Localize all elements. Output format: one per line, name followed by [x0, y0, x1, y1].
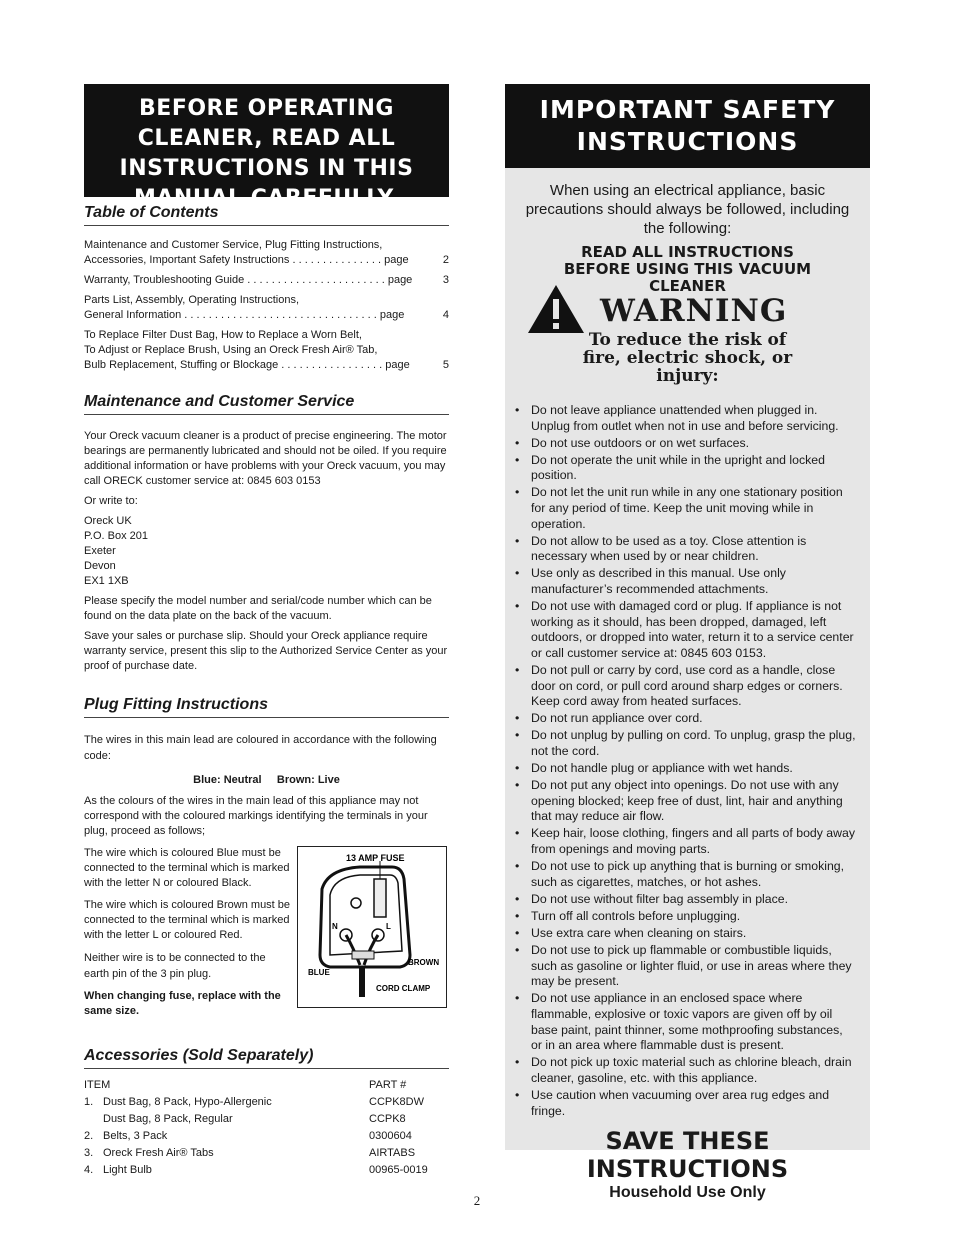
toc-entry	[84, 273, 449, 288]
accessory-item: Oreck Fresh Air® Tabs	[103, 1147, 214, 1159]
safety-banner: IMPORTANT SAFETY INSTRUCTIONS	[505, 84, 870, 168]
toc-entry	[84, 238, 449, 268]
safety-rule: • Do not use appliance in an enclosed space where flammable, explosive or toxic vapors are given off by oil base paint, paint thinner, some mothproofing substances, or in an area where flammable dust is present.	[531, 991, 856, 1053]
safety-rule: • Do not leave appliance unattended when plugged in. Unplug from outlet when not in use and before servicing.	[531, 403, 856, 434]
plug-paragraph-5: Neither wire is to be connected to the earth pin of the 3 pin plug.	[84, 952, 266, 980]
safety-intro: When using an electrical appliance, basic precautions should always be followed, including the following:	[525, 182, 850, 237]
toc-entry-line: To Replace Filter Dust Bag, How to Replace a Worn Belt,	[84, 329, 362, 341]
safety-rule: • Do not use without filter bag assembly in place.	[531, 892, 856, 908]
toc-entry-line: Accessories, Important Safety Instructions . . . . . . . . . . . . . . . page	[84, 254, 409, 266]
toc-page-number: 3	[442, 274, 449, 286]
safety-rule: • Do not run appliance over cord.	[531, 711, 856, 727]
neutral-terminal-label: N	[332, 922, 338, 931]
maintenance-paragraph-4: Save your sales or purchase slip. Should your Oreck appliance require warranty service, present this slip to the Authorized Service Center as your proof of purchase date.	[84, 630, 448, 672]
toc-page-number: 5	[442, 359, 449, 371]
address-line: Exeter	[84, 545, 116, 557]
accessories-title: Accessories (Sold Separately)	[84, 1047, 449, 1069]
mailing-address	[84, 514, 449, 589]
accessory-item: Light Bulb	[103, 1164, 152, 1176]
safety-rules-list	[505, 403, 870, 1119]
safety-rule: • Do not use to pick up anything that is burning or smoking, such as cigarettes, matches, or hot ashes.	[531, 859, 856, 890]
address-line: Devon	[84, 560, 116, 572]
page-number: 2	[473, 1193, 481, 1208]
safety-rule: • Use caution when vacuuming over area rug edges and fringe.	[531, 1088, 856, 1119]
accessory-part-number: CCPK8	[369, 1113, 406, 1125]
safety-rule: • Do not let the unit run while in any one stationary position for any period of time. Keep the unit moving while in operation.	[531, 485, 856, 532]
accessory-row	[84, 1111, 449, 1128]
household-use-label: Household Use Only	[609, 1184, 766, 1202]
accessory-row	[84, 1128, 449, 1145]
read-all-heading: READ ALL INSTRUCTIONS BEFORE USING THIS VACUUM CLEANER	[563, 243, 812, 295]
plug-paragraph-4: The wire which is coloured Brown must be connected to the terminal which is marked with the letter L or coloured Red.	[84, 899, 291, 941]
blue-wire-label: BLUE	[308, 968, 330, 977]
toc-title: Table of Contents	[84, 204, 449, 226]
accessory-row	[84, 1145, 449, 1162]
accessory-number: 2.	[84, 1130, 94, 1142]
address-line: P.O. Box 201	[84, 530, 149, 542]
write-to-label: Or write to:	[84, 495, 138, 507]
accessory-item: Belts, 3 Pack	[103, 1130, 168, 1142]
fuse-label: 13 AMP FUSE	[346, 853, 405, 863]
warning-triangle-icon	[526, 283, 586, 335]
maintenance-paragraph-1: Your Oreck vacuum cleaner is a product of precise engineering. The motor bearings are permanently lubricated and should not be oiled. If you require additional information or have problems with your Oreck vacuum, you may call ORECK customer service at: 0845 603 0153	[84, 430, 447, 487]
accessory-row	[84, 1094, 449, 1111]
accessory-part-number: 00965-0019	[369, 1164, 428, 1176]
safety-rule: • Do not use to pick up flammable or combustible liquids, such as gasoline or lighter fluid, or use in areas where they may be present.	[531, 943, 856, 990]
fuse-note: When changing fuse, replace with the same size.	[84, 990, 281, 1017]
safety-rule: • Do not handle plug or appliance with wet hands.	[531, 761, 856, 777]
item-column-header: ITEM	[84, 1079, 111, 1091]
toc-entry-line: Parts List, Assembly, Operating Instructions,	[84, 294, 299, 306]
toc-entry-line: Warranty, Troubleshooting Guide . . . . . . . . . . . . . . . . . . . . . . . page	[84, 274, 413, 286]
risk-heading: To reduce the risk of fire, electric shock, or injury:	[582, 330, 793, 386]
safety-rule: • Do not use outdoors or on wet surfaces.	[531, 436, 856, 452]
plug-diagram-illustration	[298, 847, 446, 1007]
cord-clamp-label: CORD CLAMP	[376, 984, 431, 993]
accessory-part-number: CCPK8DW	[369, 1096, 425, 1108]
toc-page-number: 2	[442, 254, 449, 266]
accessory-number: 1.	[84, 1096, 94, 1108]
safety-rule: • Keep hair, loose clothing, fingers and all parts of body away from openings and moving parts.	[531, 826, 856, 857]
table-of-contents	[84, 238, 449, 373]
accessory-number: 4.	[84, 1164, 94, 1176]
toc-entry	[84, 328, 449, 373]
save-instructions-heading: SAVE THESE INSTRUCTIONS	[586, 1127, 789, 1184]
plug-section	[84, 846, 449, 1019]
accessory-part-number: AIRTABS	[369, 1147, 416, 1159]
safety-panel	[505, 84, 870, 1202]
safety-rule: • Do not pull or carry by cord, use cord as a handle, close door on cord, or pull cord around sharp edges or corners. Keep cord away from heated surfaces.	[531, 663, 856, 710]
wire-color-codes: Blue: Neutral Brown: Live	[193, 774, 340, 786]
safety-rule: • Do not put any object into openings. Do not use with any opening blocked; keep free of dust, lint, hair and anything that may reduce air flow.	[531, 778, 856, 825]
accessory-item: Dust Bag, 8 Pack, Hypo-Allergenic	[103, 1096, 272, 1108]
address-line: EX1 1XB	[84, 575, 129, 587]
warning-label: WARNING	[600, 293, 788, 329]
toc-entry-line: Maintenance and Customer Service, Plug Fitting Instructions,	[84, 239, 383, 251]
warning-row	[505, 295, 870, 331]
safety-rule: • Do not allow to be used as a toy. Close attention is necessary when used by or near children.	[531, 534, 856, 565]
safety-rule: • Use extra care when cleaning on stairs.	[531, 926, 856, 942]
toc-entry-line: Bulb Replacement, Stuffing or Blockage . . . . . . . . . . . . . . . . . page	[84, 359, 410, 371]
plug-paragraph-2: As the colours of the wires in the main lead of this appliance may not correspond with the coloured markings identifying the terminals in your plug, proceed as follows;	[84, 795, 428, 837]
accessory-item: Dust Bag, 8 Pack, Regular	[103, 1113, 233, 1125]
maintenance-title: Maintenance and Customer Service	[84, 393, 449, 415]
accessories-table	[84, 1077, 449, 1179]
safety-rule: • Do not unplug by pulling on cord. To unplug, grasp the plug, not the cord.	[531, 728, 856, 759]
safety-rule: • Do not pick up toxic material such as chlorine bleach, drain cleaner, gasoline, etc. with this appliance.	[531, 1055, 856, 1086]
toc-page-number: 4	[442, 309, 449, 321]
accessories-header	[84, 1077, 449, 1094]
address-line: Oreck UK	[84, 515, 132, 527]
brown-wire-label: BROWN	[408, 958, 440, 967]
plug-fitting-title: Plug Fitting Instructions	[84, 696, 449, 718]
live-terminal-label: L	[386, 922, 391, 931]
toc-entry	[84, 293, 449, 323]
accessory-part-number: 0300604	[369, 1130, 412, 1142]
part-column-header: PART #	[369, 1079, 407, 1091]
accessory-number: 3.	[84, 1147, 94, 1159]
before-operating-banner: BEFORE OPERATING CLEANER, READ ALL INSTRUCTIONS IN THIS MANUAL CAREFULLY.	[84, 84, 449, 197]
safety-rule: • Use only as described in this manual. Use only manufacturer’s recommended attachments.	[531, 566, 856, 597]
toc-entry-line: General Information . . . . . . . . . . . . . . . . . . . . . . . . . . . . . . . . page	[84, 309, 405, 321]
safety-rule: • Turn off all controls before unplugging.	[531, 909, 856, 925]
accessory-number	[84, 1111, 103, 1128]
accessory-row	[84, 1162, 449, 1179]
maintenance-paragraph-3: Please specify the model number and serial/code number which can be found on the data plate on the back of the vacuum.	[84, 595, 432, 622]
safety-rule: • Do not operate the unit while in the upright and locked position.	[531, 453, 856, 484]
plug-paragraph-1: The wires in this main lead are coloured in accordance with the following code:	[84, 734, 437, 762]
left-column	[84, 84, 449, 1179]
toc-entry-line: To Adjust or Replace Brush, Using an Oreck Fresh Air® Tab,	[84, 344, 378, 356]
safety-rule: • Do not use with damaged cord or plug. If appliance is not working as it should, has been dropped, damaged, left outdoors, or dropped into water, return it to a service center or call customer service at: 0845 603 0153.	[531, 599, 856, 661]
plug-wiring-diagram	[297, 846, 447, 1008]
plug-paragraph-3: The wire which is coloured Blue must be connected to the terminal which is marked with the letter N or coloured Black.	[84, 847, 290, 889]
